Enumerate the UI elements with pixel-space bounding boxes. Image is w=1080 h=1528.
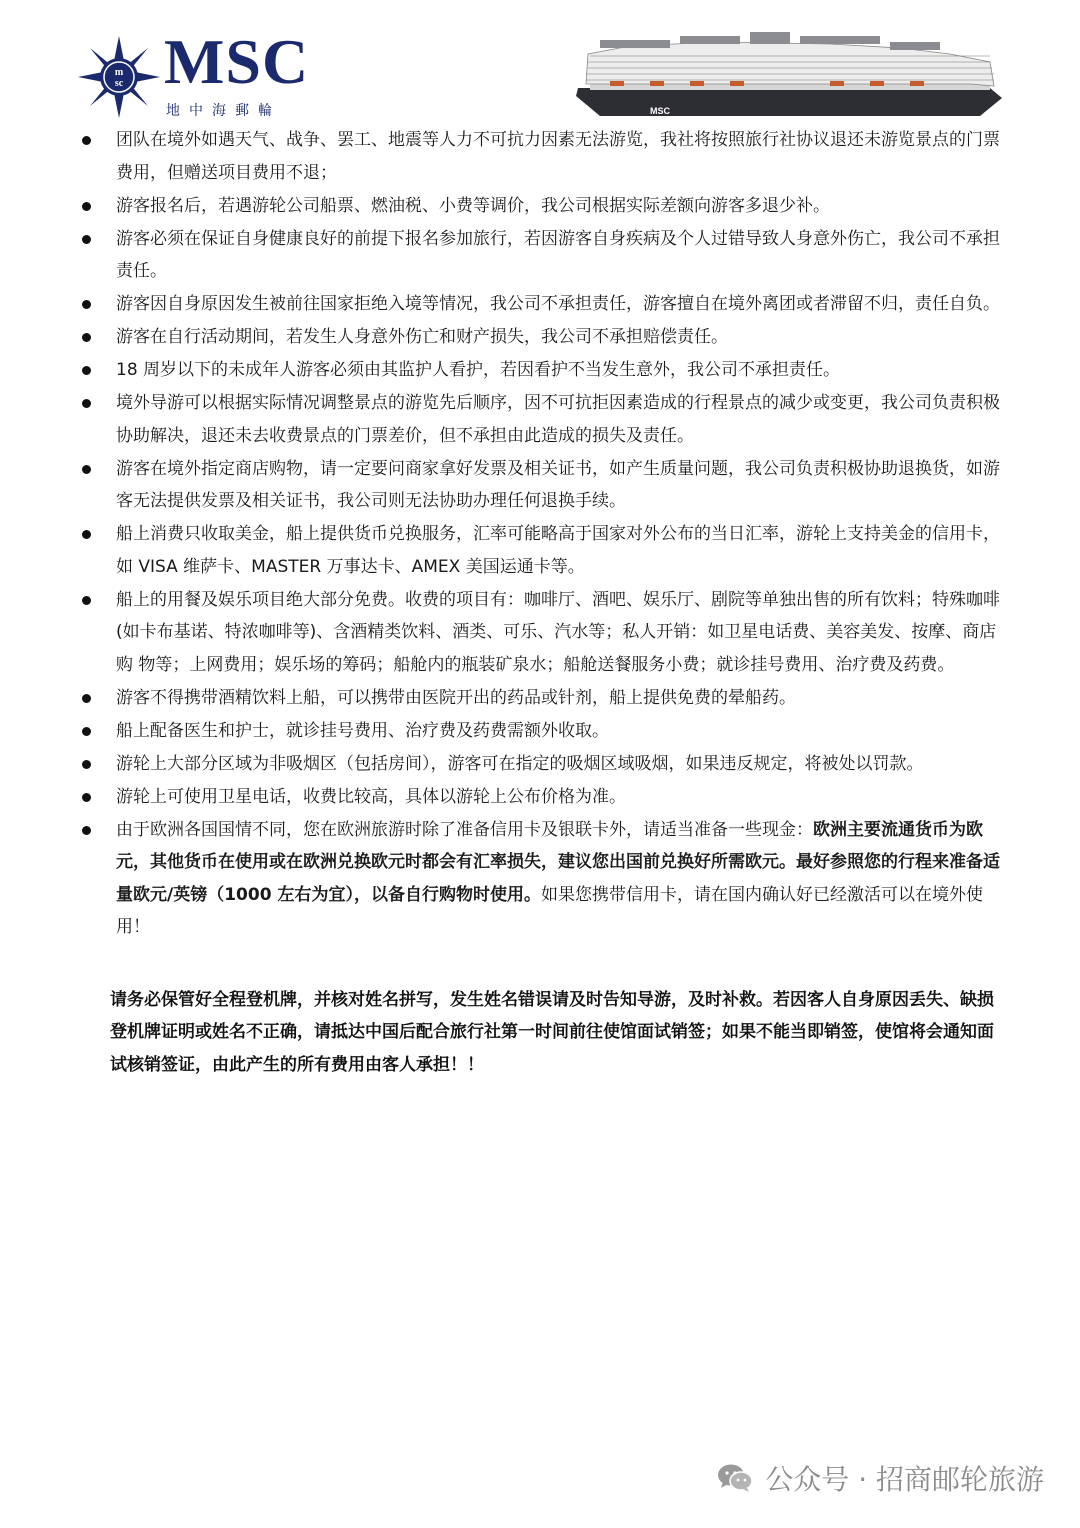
list-item bbox=[78, 682, 1010, 715]
footer bbox=[717, 1456, 1044, 1500]
list-item bbox=[78, 354, 1010, 387]
item-tail-text: 如果您携带信用卡，请在国内确认好已经激活可以在境外使用！ bbox=[116, 884, 983, 937]
wechat-icon bbox=[717, 1463, 753, 1493]
item-text: 游轮上可使用卫星电话，收费比较高，具体以游轮上公布价格为准。 bbox=[116, 786, 626, 807]
item-text: 游客在境外指定商店购物，请一定要问商家拿好发票及相关证书，如产生质量问题，我公司负责积极协助退换货，如游客无法提供发票及相关证书，我公司则无法协助办理任何退换手续。 bbox=[116, 458, 1000, 511]
cruise-ship-image bbox=[570, 26, 1002, 122]
header bbox=[0, 0, 1080, 125]
item-text: 境外导游可以根据实际情况调整景点的游览先后顺序，因不可抗拒因素造成的行程景点的减少或变更，我公司负责积极协助解决，退还未去收费景点的门票差价，但不承担由此造成的损失及责任。 bbox=[116, 393, 1000, 446]
item-text: 船上配备医生和护士，就诊挂号费用、治疗费及药费需额外收取。 bbox=[116, 720, 609, 741]
item-text: 船上消费只收取美金，船上提供货币兑换服务，汇率可能略高于国家对外公布的当日汇率，游轮上支持美金的信用卡，如 VISA 维萨卡、MASTER 万事达卡、AMEX 美国运通卡等。 bbox=[116, 524, 1000, 577]
bullet-icon bbox=[82, 596, 91, 605]
item-text: 船上的用餐及娱乐项目绝大部分免费。收费的项目有：咖啡厅、酒吧、娱乐厅、剧院等单独出售的所有饮料；特殊咖啡(如卡布基诺、特浓咖啡等)、含酒精类饮料、酒类、可乐、汽水等；私人开销：如卫星电话费、美容美发、按摩、商店购 物等；上网费用；娱乐场的筹码；船舱内的瓶装矿泉水；船舱送餐服务小费；就诊挂号费用、治疗费及药费。 bbox=[116, 589, 1000, 675]
item-bold-text: 欧洲主要流通货币为欧元，其他货币在使用或在欧洲兑换欧元时都会有汇率损失，建议您出国前兑换好所需欧元。最好参照您的行程来准备适量欧元/英镑（1000 左右为宜），以备自行购物时使用。 bbox=[116, 819, 1000, 905]
svg-text:sc: sc bbox=[114, 78, 124, 89]
item-text: 游轮上大部分区域为非吸烟区（包括房间），游客可在指定的吸烟区域吸烟，如果违反规定，将被处以罚款。 bbox=[116, 753, 924, 774]
bullet-icon bbox=[82, 136, 91, 145]
item-text: 18 周岁以下的未成年人游客必须由其监护人看护，若因看护不当发生意外，我公司不承担责任。 bbox=[116, 360, 841, 380]
bullet-icon bbox=[82, 399, 91, 408]
list-item bbox=[78, 814, 1010, 944]
bullet-icon bbox=[82, 333, 91, 342]
list-item bbox=[78, 781, 1010, 814]
terms-content bbox=[78, 124, 1010, 1081]
list-item bbox=[78, 321, 1010, 354]
bullet-icon bbox=[82, 793, 91, 802]
list-item bbox=[78, 223, 1010, 288]
bullet-icon bbox=[82, 300, 91, 309]
bullet-icon bbox=[82, 366, 91, 375]
list-item bbox=[78, 124, 1010, 189]
list-item bbox=[78, 748, 1010, 781]
footer-account-text: 公众号 · 招商邮轮旅游 bbox=[765, 1463, 1044, 1496]
item-text: 团队在境外如遇天气、战争、罢工、地震等人力不可抗力因素无法游览，我社将按照旅行社协议退还未游览景点的门票费用，但赠送项目费用不退； bbox=[116, 130, 1000, 183]
brand-name: MSC bbox=[164, 26, 310, 97]
list-item bbox=[78, 190, 1010, 223]
terms-list bbox=[78, 124, 1010, 944]
bullet-icon bbox=[82, 694, 91, 703]
bullet-icon bbox=[82, 727, 91, 736]
bullet-icon bbox=[82, 202, 91, 211]
svg-text:m: m bbox=[114, 67, 124, 78]
msc-compass-logo-icon bbox=[78, 36, 160, 118]
item-text: 游客必须在保证自身健康良好的前提下报名参加旅行，若因游客自身疾病及个人过错导致人身意外伤亡，我公司不承担责任。 bbox=[116, 228, 1000, 281]
item-text: 游客在自行活动期间，若发生人身意外伤亡和财产损失，我公司不承担赔偿责任。 bbox=[116, 327, 728, 347]
item-text: 游客不得携带酒精饮料上船，可以携带由医院开出的药品或针剂，船上提供免费的晕船药。 bbox=[116, 687, 796, 708]
list-item bbox=[78, 518, 1010, 583]
bullet-icon bbox=[82, 530, 91, 539]
item-text: 由于欧洲各国国情不同，您在欧洲旅游时除了准备信用卡及银联卡外，请适当准备一些现金： bbox=[116, 819, 813, 840]
item-text: 游客报名后，若遇游轮公司船票、燃油税、小费等调价，我公司根据实际差额向游客多退少补。 bbox=[116, 195, 830, 216]
bullet-icon bbox=[82, 826, 91, 835]
list-item bbox=[78, 387, 1010, 452]
list-item bbox=[78, 453, 1010, 518]
list-item bbox=[78, 584, 1010, 682]
boarding-pass-notice: 请务必保管好全程登机牌，并核对姓名拼写，发生姓名错误请及时告知导游，及时补救。若因客人自身原因丢失、缺损登机牌证明或姓名不正确，请抵达中国后配合旅行社第一时间前往使馆面试销签；如果不能当即销签，使馆将会通知面试核销签证，由此产生的所有费用由客人承担！！ bbox=[110, 989, 994, 1075]
brand-subtitle: 地中海郵輪 bbox=[166, 103, 281, 119]
ship-hull-label: MSC bbox=[650, 106, 670, 116]
bullet-icon bbox=[82, 760, 91, 769]
item-text: 游客因自身原因发生被前往国家拒绝入境等情况，我公司不承担责任，游客擅自在境外离团或者滞留不归，责任自负。 bbox=[116, 294, 1000, 314]
bullet-icon bbox=[82, 235, 91, 244]
list-item bbox=[78, 715, 1010, 748]
list-item bbox=[78, 288, 1010, 321]
bullet-icon bbox=[82, 465, 91, 474]
